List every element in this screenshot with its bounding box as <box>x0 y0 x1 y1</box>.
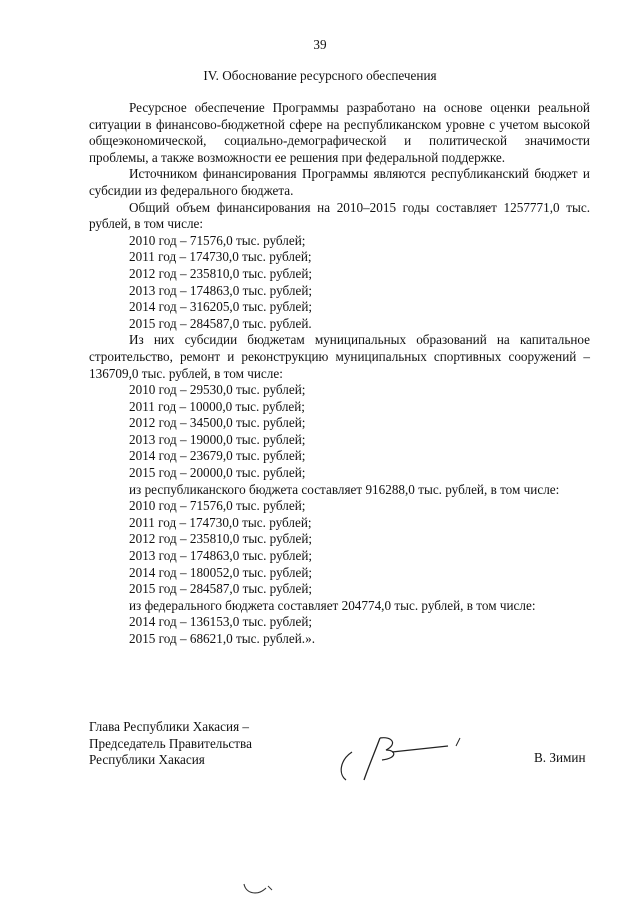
total-line: 2013 год – 174863,0 тыс. рублей; <box>129 282 313 298</box>
subsidy-line: 2010 год – 29530,0 тыс. рублей; <box>129 382 306 398</box>
republic-line: 2015 год – 284587,0 тыс. рублей; <box>129 581 313 597</box>
federal-line: 2014 год – 136153,0 тыс. рублей; <box>129 614 313 630</box>
republic-budget-lead: из республиканского бюджета составляет 916288,0 тыс. рублей, в том числе: <box>129 481 560 497</box>
page-number: 39 <box>313 37 327 52</box>
handwritten-signature <box>330 730 480 790</box>
total-line: 2010 год – 71576,0 тыс. рублей; <box>129 232 306 248</box>
subsidy-line: 2011 год – 10000,0 тыс. рублей; <box>129 398 305 414</box>
section-heading: IV. Обоснование ресурсного обеспечения <box>203 68 437 83</box>
total-line: 2012 год – 235810,0 тыс. рублей; <box>129 265 313 281</box>
paragraph-total-funding: Общий объем финансирования на 2010–2015 годы составляет 1257771,0 тыс. рублей, в том числе: <box>89 199 590 232</box>
paragraph-resource-basis: Ресурсное обеспечение Программы разработано на основе оценки реальной ситуации в финансово-бюджетной сфере на республиканском уровне с учетом высокой общеэкономической, социально-демографической и политической значимости проблемы, а также возможности ее решения при федеральной поддержке. <box>89 100 590 165</box>
paragraph-subsidies: Из них субсидии бюджетам муниципальных образований на капитальное строительство, ремонт и реконструкцию муниципальных спортивных сооружений – 136709,0 тыс. рублей, в том числе: <box>89 332 590 381</box>
signatory-title-line: Председатель Правительства <box>89 735 252 751</box>
republic-line: 2014 год – 180052,0 тыс. рублей; <box>129 564 313 580</box>
handwritten-mark <box>240 880 280 900</box>
signatory-title-line: Глава Республики Хакасия – <box>89 719 250 734</box>
total-line: 2011 год – 174730,0 тыс. рублей; <box>129 249 312 265</box>
signatory-title-line: Республики Хакасия <box>89 752 205 768</box>
republic-line: 2012 год – 235810,0 тыс. рублей; <box>129 531 313 547</box>
republic-line: 2011 год – 174730,0 тыс. рублей; <box>129 514 312 530</box>
document-body <box>89 100 590 648</box>
subsidy-line: 2012 год – 34500,0 тыс. рублей; <box>129 415 306 431</box>
subsidy-line: 2014 год – 23679,0 тыс. рублей; <box>129 448 306 464</box>
total-line: 2014 год – 316205,0 тыс. рублей; <box>129 299 313 315</box>
republic-line: 2010 год – 71576,0 тыс. рублей; <box>129 498 306 514</box>
subsidy-line: 2015 год – 20000,0 тыс. рублей; <box>129 465 306 481</box>
republic-line: 2013 год – 174863,0 тыс. рублей; <box>129 548 313 564</box>
signatory-title <box>89 719 369 769</box>
subsidy-line: 2013 год – 19000,0 тыс. рублей; <box>129 431 306 447</box>
total-line: 2015 год – 284587,0 тыс. рублей. <box>129 315 312 331</box>
federal-budget-lead: из федерального бюджета составляет 204774,0 тыс. рублей, в том числе: <box>129 597 536 613</box>
federal-line: 2015 год – 68621,0 тыс. рублей.». <box>129 631 315 646</box>
signer-name: В. Зимин <box>534 750 586 765</box>
paragraph-funding-source: Источником финансирования Программы являются республиканский бюджет и субсидии из федерального бюджета. <box>89 166 590 198</box>
